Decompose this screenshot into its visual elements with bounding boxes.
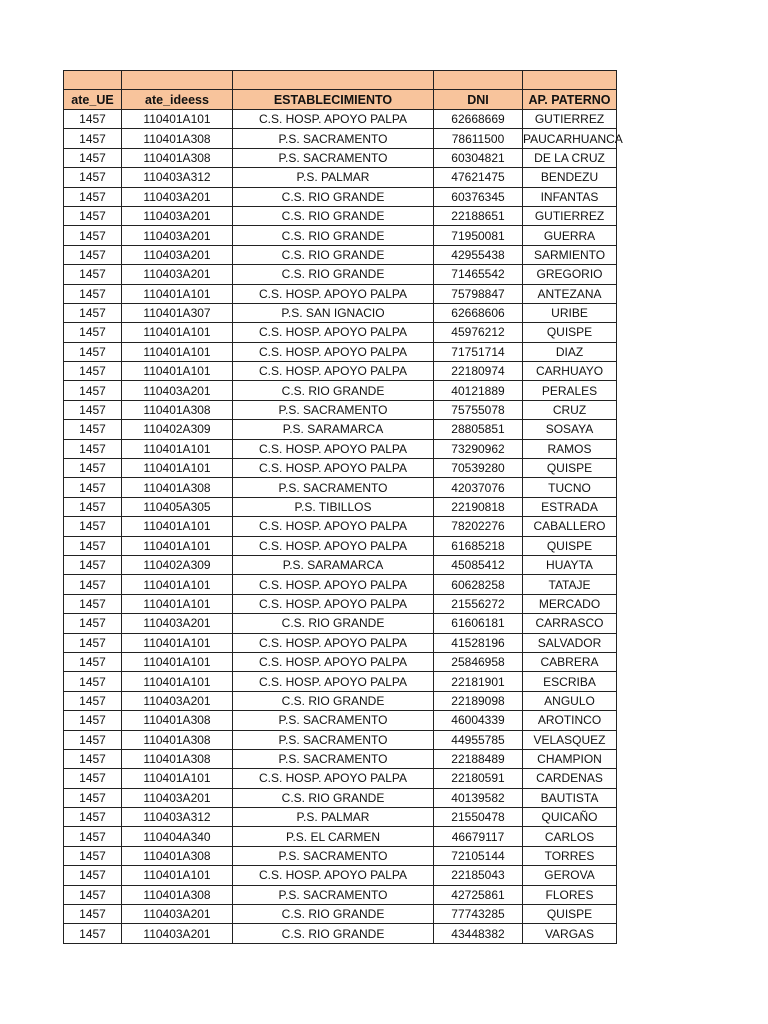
- cell-dni: 46004339: [434, 711, 523, 730]
- table-row: [64, 129, 617, 148]
- cell-dni: 78202276: [434, 517, 523, 536]
- cell-ate-ideess: 110401A308: [122, 711, 233, 730]
- cell-ate-ue: 1457: [64, 362, 122, 381]
- cell-dni: 22188651: [434, 206, 523, 225]
- cell-ate-ue: 1457: [64, 711, 122, 730]
- cell-establecimiento: P.S. SACRAMENTO: [233, 846, 434, 865]
- table-row: [64, 749, 617, 768]
- cell-dni: 78611500: [434, 129, 523, 148]
- cell-dni: 44955785: [434, 730, 523, 749]
- cell-ate-ue: 1457: [64, 905, 122, 924]
- cell-dni: 22180591: [434, 769, 523, 788]
- cell-dni: 71950081: [434, 226, 523, 245]
- table-row: [64, 594, 617, 613]
- cell-ate-ue: 1457: [64, 769, 122, 788]
- cell-ap-paterno: HUAYTA: [523, 555, 617, 574]
- cell-ap-paterno: GUERRA: [523, 226, 617, 245]
- cell-ap-paterno: CARDENAS: [523, 769, 617, 788]
- blank-cell: [434, 71, 523, 90]
- cell-establecimiento: P.S. SACRAMENTO: [233, 478, 434, 497]
- table-row: [64, 362, 617, 381]
- cell-dni: 28805851: [434, 420, 523, 439]
- table-row: [64, 284, 617, 303]
- cell-ate-ideess: 110401A101: [122, 536, 233, 555]
- cell-ate-ideess: 110403A201: [122, 614, 233, 633]
- cell-ate-ue: 1457: [64, 652, 122, 671]
- cell-establecimiento: P.S. SAN IGNACIO: [233, 303, 434, 322]
- cell-dni: 22190818: [434, 497, 523, 516]
- cell-establecimiento: P.S. SACRAMENTO: [233, 749, 434, 768]
- cell-ate-ideess: 110403A201: [122, 226, 233, 245]
- cell-dni: 70539280: [434, 459, 523, 478]
- cell-establecimiento: C.S. HOSP. APOYO PALPA: [233, 769, 434, 788]
- table-row: [64, 846, 617, 865]
- cell-establecimiento: C.S. HOSP. APOYO PALPA: [233, 323, 434, 342]
- cell-dni: 41528196: [434, 633, 523, 652]
- cell-ate-ideess: 110401A307: [122, 303, 233, 322]
- cell-establecimiento: C.S. HOSP. APOYO PALPA: [233, 439, 434, 458]
- cell-ate-ue: 1457: [64, 808, 122, 827]
- cell-establecimiento: P.S. SACRAMENTO: [233, 400, 434, 419]
- cell-establecimiento: C.S. HOSP. APOYO PALPA: [233, 672, 434, 691]
- table-row: [64, 439, 617, 458]
- cell-ap-paterno: GUTIERREZ: [523, 206, 617, 225]
- cell-ate-ideess: 110401A101: [122, 575, 233, 594]
- cell-ate-ideess: 110401A308: [122, 885, 233, 904]
- cell-establecimiento: C.S. RIO GRANDE: [233, 691, 434, 710]
- table-row: [64, 827, 617, 846]
- table-row: [64, 808, 617, 827]
- cell-establecimiento: C.S. RIO GRANDE: [233, 924, 434, 943]
- cell-ap-paterno: SARMIENTO: [523, 245, 617, 264]
- cell-ap-paterno: GUTIERREZ: [523, 110, 617, 129]
- cell-establecimiento: C.S. RIO GRANDE: [233, 206, 434, 225]
- cell-ate-ue: 1457: [64, 788, 122, 807]
- cell-ate-ideess: 110404A340: [122, 827, 233, 846]
- table-row: [64, 226, 617, 245]
- cell-ap-paterno: URIBE: [523, 303, 617, 322]
- cell-ate-ue: 1457: [64, 459, 122, 478]
- cell-ate-ideess: 110403A201: [122, 905, 233, 924]
- blank-cell: [523, 71, 617, 90]
- column-header-ate-ue: ate_UE: [64, 90, 122, 110]
- column-header-dni: DNI: [434, 90, 523, 110]
- cell-ate-ideess: 110401A308: [122, 129, 233, 148]
- cell-ate-ue: 1457: [64, 206, 122, 225]
- cell-dni: 45976212: [434, 323, 523, 342]
- cell-establecimiento: C.S. HOSP. APOYO PALPA: [233, 575, 434, 594]
- table-body: [64, 110, 623, 944]
- cell-establecimiento: P.S. PALMAR: [233, 808, 434, 827]
- cell-dni: 21550478: [434, 808, 523, 827]
- cell-ate-ideess: 110403A312: [122, 808, 233, 827]
- table-row: [64, 866, 617, 885]
- cell-ap-paterno: CARLOS: [523, 827, 617, 846]
- cell-establecimiento: C.S. RIO GRANDE: [233, 187, 434, 206]
- cell-ate-ue: 1457: [64, 827, 122, 846]
- cell-dni: 42955438: [434, 245, 523, 264]
- table-row: [64, 342, 617, 361]
- cell-ate-ideess: 110401A308: [122, 749, 233, 768]
- cell-ate-ideess: 110401A101: [122, 517, 233, 536]
- cell-dni: 22188489: [434, 749, 523, 768]
- cell-ate-ideess: 110403A201: [122, 187, 233, 206]
- cell-ate-ideess: 110403A201: [122, 924, 233, 943]
- cell-ate-ideess: 110405A305: [122, 497, 233, 516]
- cell-establecimiento: P.S. SACRAMENTO: [233, 711, 434, 730]
- cell-ate-ue: 1457: [64, 749, 122, 768]
- cell-ate-ideess: 110401A101: [122, 769, 233, 788]
- cell-ap-paterno: ESCRIBA: [523, 672, 617, 691]
- cell-dni: 25846958: [434, 652, 523, 671]
- table-row: [64, 323, 617, 342]
- cell-dni: 22189098: [434, 691, 523, 710]
- cell-ate-ideess: 110401A101: [122, 866, 233, 885]
- cell-dni: 46679117: [434, 827, 523, 846]
- cell-ate-ideess: 110403A201: [122, 788, 233, 807]
- cell-ate-ue: 1457: [64, 536, 122, 555]
- cell-ate-ideess: 110401A101: [122, 594, 233, 613]
- cell-establecimiento: C.S. RIO GRANDE: [233, 381, 434, 400]
- cell-ap-paterno: GREGORIO: [523, 265, 617, 284]
- column-header-establecimiento: ESTABLECIMIENTO: [233, 90, 434, 110]
- cell-establecimiento: P.S. SACRAMENTO: [233, 730, 434, 749]
- cell-ate-ideess: 110401A308: [122, 730, 233, 749]
- cell-ate-ue: 1457: [64, 575, 122, 594]
- cell-ap-paterno: CARHUAYO: [523, 362, 617, 381]
- cell-ate-ue: 1457: [64, 730, 122, 749]
- cell-ate-ideess: 110401A101: [122, 323, 233, 342]
- blank-cell: [64, 71, 122, 90]
- cell-dni: 22181901: [434, 672, 523, 691]
- cell-ate-ue: 1457: [64, 439, 122, 458]
- cell-establecimiento: C.S. HOSP. APOYO PALPA: [233, 342, 434, 361]
- table-row: [64, 303, 617, 322]
- cell-dni: 77743285: [434, 905, 523, 924]
- cell-ate-ue: 1457: [64, 672, 122, 691]
- cell-ate-ue: 1457: [64, 323, 122, 342]
- cell-ap-paterno: VARGAS: [523, 924, 617, 943]
- cell-ap-paterno: SOSAYA: [523, 420, 617, 439]
- cell-dni: 72105144: [434, 846, 523, 865]
- cell-ate-ideess: 110401A308: [122, 148, 233, 167]
- cell-ap-paterno: QUISPE: [523, 459, 617, 478]
- cell-ap-paterno: TORRES: [523, 846, 617, 865]
- table-row: [64, 769, 617, 788]
- table-row: [64, 400, 617, 419]
- cell-ap-paterno: FLORES: [523, 885, 617, 904]
- cell-ap-paterno: CHAMPION: [523, 749, 617, 768]
- cell-ate-ue: 1457: [64, 478, 122, 497]
- cell-ate-ue: 1457: [64, 303, 122, 322]
- data-table: [63, 70, 623, 944]
- cell-establecimiento: P.S. SACRAMENTO: [233, 885, 434, 904]
- cell-dni: 40139582: [434, 788, 523, 807]
- cell-ap-paterno: SALVADOR: [523, 633, 617, 652]
- table-row: [64, 148, 617, 167]
- cell-dni: 62668669: [434, 110, 523, 129]
- cell-dni: 71751714: [434, 342, 523, 361]
- cell-establecimiento: P.S. SARAMARCA: [233, 555, 434, 574]
- cell-ate-ideess: 110401A308: [122, 846, 233, 865]
- table-row: [64, 420, 617, 439]
- cell-ate-ue: 1457: [64, 226, 122, 245]
- table-row: [64, 497, 617, 516]
- cell-establecimiento: P.S. EL CARMEN: [233, 827, 434, 846]
- cell-ap-paterno: QUISPE: [523, 536, 617, 555]
- cell-ap-paterno: QUISPE: [523, 905, 617, 924]
- cell-ap-paterno: BAUTISTA: [523, 788, 617, 807]
- cell-ate-ue: 1457: [64, 594, 122, 613]
- cell-ate-ideess: 110402A309: [122, 420, 233, 439]
- cell-ap-paterno: CABRERA: [523, 652, 617, 671]
- cell-ap-paterno: ESTRADA: [523, 497, 617, 516]
- table-row: [64, 788, 617, 807]
- cell-ap-paterno: MERCADO: [523, 594, 617, 613]
- cell-establecimiento: P.S. SACRAMENTO: [233, 148, 434, 167]
- table-row: [64, 905, 617, 924]
- cell-establecimiento: C.S. RIO GRANDE: [233, 614, 434, 633]
- cell-ate-ideess: 110401A101: [122, 110, 233, 129]
- cell-establecimiento: C.S. RIO GRANDE: [233, 226, 434, 245]
- table-row: [64, 633, 617, 652]
- cell-establecimiento: C.S. HOSP. APOYO PALPA: [233, 633, 434, 652]
- table-row: [64, 711, 617, 730]
- cell-ate-ideess: 110403A312: [122, 168, 233, 187]
- cell-ate-ideess: 110401A101: [122, 633, 233, 652]
- table-row: [64, 885, 617, 904]
- table-row: [64, 517, 617, 536]
- cell-ate-ideess: 110401A308: [122, 400, 233, 419]
- cell-ap-paterno: GEROVA: [523, 866, 617, 885]
- cell-ate-ue: 1457: [64, 497, 122, 516]
- cell-dni: 71465542: [434, 265, 523, 284]
- table-row: [64, 381, 617, 400]
- cell-establecimiento: C.S. RIO GRANDE: [233, 788, 434, 807]
- cell-ap-paterno: ANTEZANA: [523, 284, 617, 303]
- table-row: [64, 924, 617, 943]
- cell-dni: 61685218: [434, 536, 523, 555]
- table-row: [64, 575, 617, 594]
- cell-ap-paterno: BENDEZU: [523, 168, 617, 187]
- table-row: [64, 730, 617, 749]
- cell-dni: 61606181: [434, 614, 523, 633]
- cell-ap-paterno: QUICAÑO: [523, 808, 617, 827]
- cell-ate-ue: 1457: [64, 129, 122, 148]
- table-row: [64, 614, 617, 633]
- cell-ap-paterno: AROTINCO: [523, 711, 617, 730]
- column-header-ate-ideess: ate_ideess: [122, 90, 233, 110]
- cell-ate-ue: 1457: [64, 148, 122, 167]
- cell-establecimiento: C.S. HOSP. APOYO PALPA: [233, 110, 434, 129]
- cell-ate-ue: 1457: [64, 168, 122, 187]
- cell-ate-ue: 1457: [64, 517, 122, 536]
- cell-ate-ideess: 110402A309: [122, 555, 233, 574]
- cell-ate-ideess: 110401A101: [122, 362, 233, 381]
- cell-ate-ue: 1457: [64, 866, 122, 885]
- cell-ate-ideess: 110401A101: [122, 342, 233, 361]
- cell-dni: 75798847: [434, 284, 523, 303]
- cell-ap-paterno: CRUZ: [523, 400, 617, 419]
- cell-dni: 45085412: [434, 555, 523, 574]
- table-row: [64, 265, 617, 284]
- cell-establecimiento: C.S. HOSP. APOYO PALPA: [233, 866, 434, 885]
- cell-ap-paterno: PERALES: [523, 381, 617, 400]
- cell-dni: 42725861: [434, 885, 523, 904]
- blank-cell: [233, 71, 434, 90]
- table-row: [64, 245, 617, 264]
- table-row: [64, 168, 617, 187]
- cell-ate-ue: 1457: [64, 381, 122, 400]
- table-row: [64, 478, 617, 497]
- cell-dni: 60376345: [434, 187, 523, 206]
- cell-ate-ue: 1457: [64, 245, 122, 264]
- cell-ap-paterno: RAMOS: [523, 439, 617, 458]
- column-header-row: [64, 90, 617, 110]
- cell-establecimiento: C.S. RIO GRANDE: [233, 905, 434, 924]
- cell-dni: 43448382: [434, 924, 523, 943]
- cell-dni: 42037076: [434, 478, 523, 497]
- cell-ate-ue: 1457: [64, 614, 122, 633]
- cell-ate-ue: 1457: [64, 691, 122, 710]
- blank-cell: [122, 71, 233, 90]
- cell-establecimiento: C.S. HOSP. APOYO PALPA: [233, 536, 434, 555]
- cell-dni: 62668606: [434, 303, 523, 322]
- table-row: [64, 536, 617, 555]
- cell-ate-ue: 1457: [64, 924, 122, 943]
- cell-establecimiento: C.S. HOSP. APOYO PALPA: [233, 594, 434, 613]
- cell-establecimiento: C.S. HOSP. APOYO PALPA: [233, 652, 434, 671]
- cell-establecimiento: C.S. HOSP. APOYO PALPA: [233, 517, 434, 536]
- cell-ate-ue: 1457: [64, 420, 122, 439]
- cell-ate-ideess: 110401A101: [122, 459, 233, 478]
- cell-establecimiento: P.S. SACRAMENTO: [233, 129, 434, 148]
- cell-ate-ue: 1457: [64, 885, 122, 904]
- cell-dni: 75755078: [434, 400, 523, 419]
- cell-establecimiento: P.S. SARAMARCA: [233, 420, 434, 439]
- cell-dni: 22180974: [434, 362, 523, 381]
- table-row: [64, 672, 617, 691]
- cell-ate-ideess: 110401A308: [122, 478, 233, 497]
- cell-ate-ideess: 110403A201: [122, 381, 233, 400]
- cell-ate-ideess: 110403A201: [122, 206, 233, 225]
- cell-ate-ue: 1457: [64, 187, 122, 206]
- cell-ate-ue: 1457: [64, 110, 122, 129]
- cell-establecimiento: C.S. RIO GRANDE: [233, 265, 434, 284]
- cell-establecimiento: C.S. HOSP. APOYO PALPA: [233, 284, 434, 303]
- cell-ate-ue: 1457: [64, 846, 122, 865]
- table-row: [64, 691, 617, 710]
- cell-ap-paterno: VELASQUEZ: [523, 730, 617, 749]
- cell-ate-ideess: 110403A201: [122, 245, 233, 264]
- cell-ate-ideess: 110401A101: [122, 652, 233, 671]
- cell-establecimiento: C.S. HOSP. APOYO PALPA: [233, 459, 434, 478]
- cell-establecimiento: C.S. HOSP. APOYO PALPA: [233, 362, 434, 381]
- table-row: [64, 652, 617, 671]
- cell-ap-paterno: QUISPE: [523, 323, 617, 342]
- cell-ate-ue: 1457: [64, 284, 122, 303]
- cell-ap-paterno: DE LA CRUZ: [523, 148, 617, 167]
- cell-dni: 73290962: [434, 439, 523, 458]
- cell-dni: 60628258: [434, 575, 523, 594]
- table-row: [64, 459, 617, 478]
- cell-establecimiento: C.S. RIO GRANDE: [233, 245, 434, 264]
- cell-ap-paterno: TATAJE: [523, 575, 617, 594]
- table-row: [64, 206, 617, 225]
- blank-header-row: [64, 71, 617, 90]
- cell-ap-paterno: INFANTAS: [523, 187, 617, 206]
- cell-ate-ue: 1457: [64, 342, 122, 361]
- cell-ate-ideess: 110403A201: [122, 265, 233, 284]
- cell-ate-ue: 1457: [64, 555, 122, 574]
- cell-ap-paterno: PAUCARHUANCA: [523, 129, 617, 148]
- cell-ate-ue: 1457: [64, 265, 122, 284]
- column-header-ap-paterno: AP. PATERNO: [523, 90, 617, 110]
- cell-establecimiento: P.S. PALMAR: [233, 168, 434, 187]
- cell-ate-ue: 1457: [64, 400, 122, 419]
- cell-dni: 60304821: [434, 148, 523, 167]
- cell-ate-ideess: 110401A101: [122, 672, 233, 691]
- cell-ap-paterno: CABALLERO: [523, 517, 617, 536]
- cell-establecimiento: P.S. TIBILLOS: [233, 497, 434, 516]
- cell-ap-paterno: ANGULO: [523, 691, 617, 710]
- cell-ap-paterno: TUCNO: [523, 478, 617, 497]
- cell-ap-paterno: CARRASCO: [523, 614, 617, 633]
- cell-dni: 22185043: [434, 866, 523, 885]
- table-row: [64, 555, 617, 574]
- table-row: [64, 187, 617, 206]
- cell-ate-ideess: 110403A201: [122, 691, 233, 710]
- cell-dni: 21556272: [434, 594, 523, 613]
- cell-ap-paterno: DIAZ: [523, 342, 617, 361]
- cell-ate-ideess: 110401A101: [122, 439, 233, 458]
- table-row: [64, 110, 617, 129]
- cell-ate-ideess: 110401A101: [122, 284, 233, 303]
- cell-dni: 47621475: [434, 168, 523, 187]
- cell-ate-ue: 1457: [64, 633, 122, 652]
- cell-dni: 40121889: [434, 381, 523, 400]
